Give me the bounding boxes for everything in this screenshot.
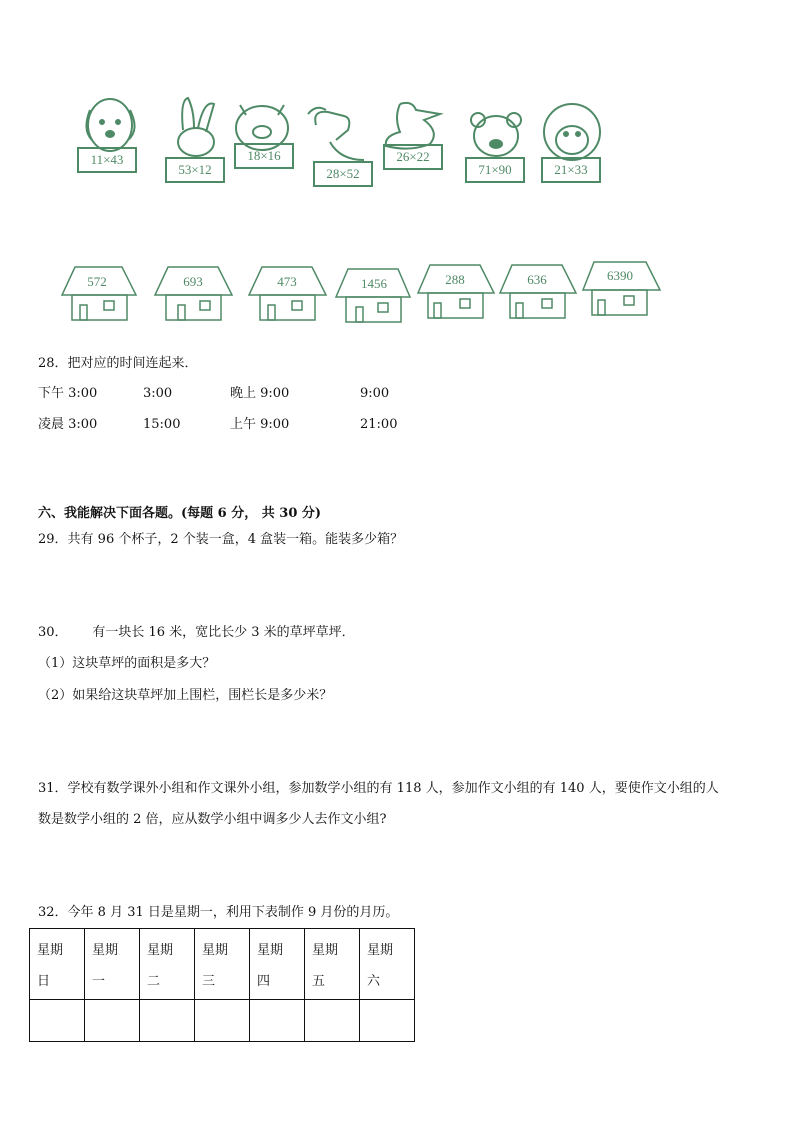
q28-time: 晚上 9:00 bbox=[230, 386, 290, 401]
blank-cell[interactable] bbox=[305, 1000, 360, 1042]
blank-cell[interactable] bbox=[140, 1000, 195, 1042]
q29-text: 29．共有 96 个杯子，2 个装一盒，4 盒装一箱。能装多少箱？ bbox=[38, 532, 404, 547]
animal-label: 21×33 bbox=[554, 162, 588, 177]
calendar-blank-row bbox=[30, 1000, 415, 1042]
q30-part2: （2）如果给这块草坪加上围栏，围栏长是多少米？ bbox=[38, 688, 333, 703]
weekday-cell: 星期 六 bbox=[360, 929, 415, 1000]
house-number: 572 bbox=[87, 274, 107, 289]
q31-line2: 数是数学小组的 2 倍，应从数学小组中调多少人去作文小组? bbox=[38, 812, 387, 827]
animal-label: 11×43 bbox=[90, 152, 124, 167]
q28-time: 下午 3:00 bbox=[38, 386, 98, 401]
blank-cell[interactable] bbox=[85, 1000, 140, 1042]
animal-label: 53×12 bbox=[178, 162, 212, 177]
q28-time: 上午 9:00 bbox=[230, 417, 290, 432]
house-number: 6390 bbox=[607, 268, 633, 283]
weekday-cell: 星期 五 bbox=[305, 929, 360, 1000]
house-number: 473 bbox=[277, 274, 297, 289]
q28-title: 28．把对应的时间连起来． bbox=[38, 356, 198, 371]
animal-label: 26×22 bbox=[396, 149, 430, 164]
house-number: 636 bbox=[527, 272, 547, 287]
house-number: 1456 bbox=[361, 276, 387, 291]
q30-title: 30． 有一块长 16 米，宽比长少 3 米的草坪草坪． bbox=[38, 625, 355, 640]
q28-time: 3:00 bbox=[143, 386, 173, 401]
animal-illustrations bbox=[0, 0, 794, 200]
house-drawings bbox=[0, 255, 794, 330]
q28-time: 21:00 bbox=[360, 417, 398, 432]
section-title: 六、我能解决下面各题。(每题 6 分， 共 30 分) bbox=[38, 506, 322, 521]
q28-time: 15:00 bbox=[143, 417, 181, 432]
blank-cell[interactable] bbox=[195, 1000, 250, 1042]
q32-title: 32．今年 8 月 31 日是星期一，利用下表制作 9 月份的月历。 bbox=[38, 905, 399, 920]
animal-drawings bbox=[0, 0, 794, 200]
q30-part1: （1）这块草坪的面积是多大？ bbox=[38, 656, 216, 671]
house-number: 288 bbox=[445, 272, 465, 287]
house-number: 693 bbox=[183, 274, 203, 289]
calendar-table bbox=[29, 928, 415, 1042]
animal-label: 18×16 bbox=[247, 148, 281, 163]
animal-label: 71×90 bbox=[478, 162, 512, 177]
weekday-cell: 星期 一 bbox=[85, 929, 140, 1000]
weekday-cell: 星期 四 bbox=[250, 929, 305, 1000]
calendar-header-row bbox=[30, 929, 415, 1000]
blank-cell[interactable] bbox=[360, 1000, 415, 1042]
weekday-cell: 星期 二 bbox=[140, 929, 195, 1000]
blank-cell[interactable] bbox=[250, 1000, 305, 1042]
blank-cell[interactable] bbox=[30, 1000, 85, 1042]
weekday-cell: 星期 日 bbox=[30, 929, 85, 1000]
animal-label: 28×52 bbox=[326, 166, 360, 181]
q31-line1: 31．学校有数学课外小组和作文课外小组，参加数学小组的有 118 人，参加作文小组的有 140 人，要使作文小组的人 bbox=[38, 781, 719, 796]
q28-time: 9:00 bbox=[360, 386, 390, 401]
q28-time: 凌晨 3:00 bbox=[38, 417, 98, 432]
house-illustrations bbox=[0, 255, 794, 330]
weekday-cell: 星期 三 bbox=[195, 929, 250, 1000]
